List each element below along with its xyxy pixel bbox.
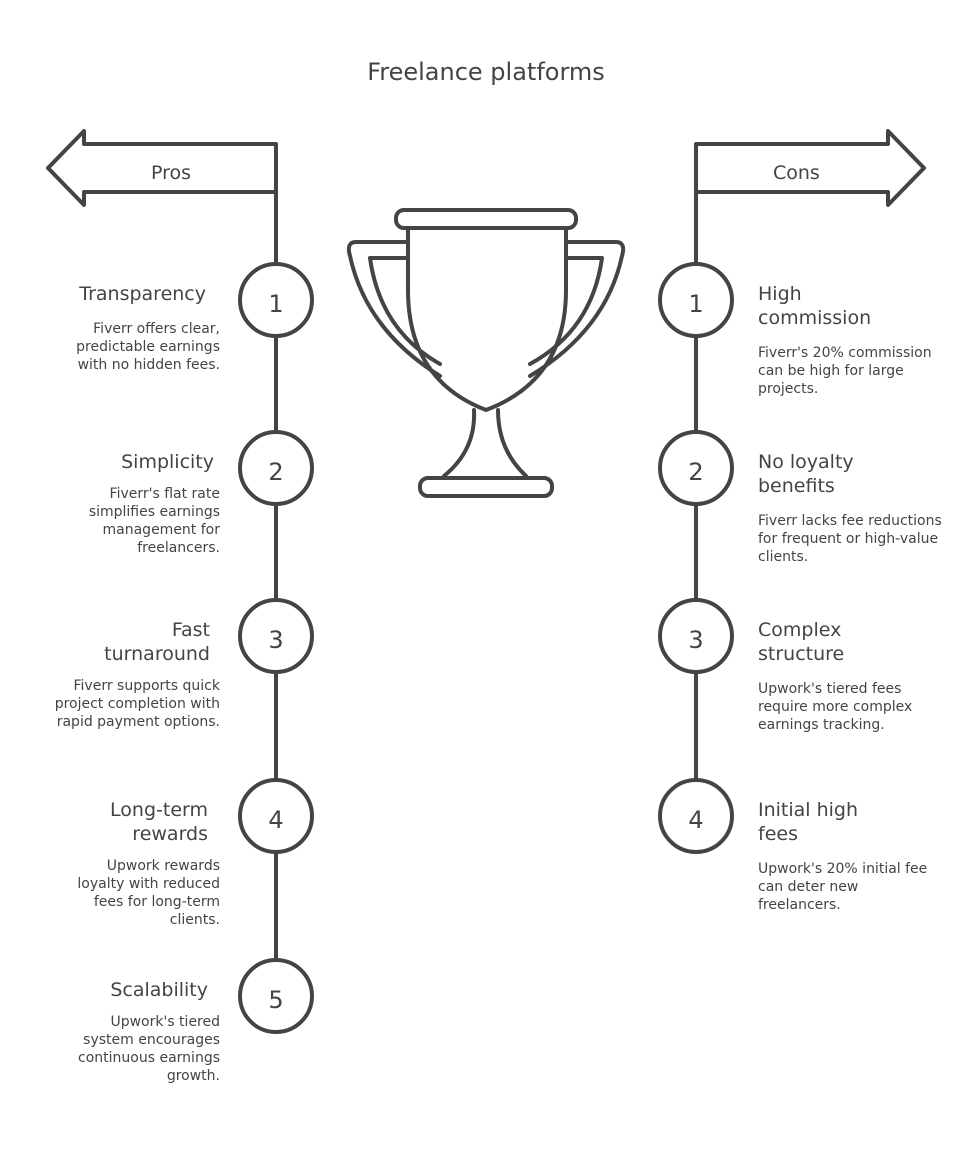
item-description: Fiverr's flat rate simplifies earnings management for freelancers.: [88, 486, 220, 556]
item-title: Long-term rewards: [110, 799, 208, 845]
page-title: Freelance platforms: [367, 58, 605, 86]
item-title: No loyalty benefits: [758, 451, 854, 497]
pros-step-number: 5: [268, 986, 284, 1014]
cons-step-number: 2: [688, 458, 704, 486]
cons-step-number: 4: [688, 806, 704, 834]
trophy-icon: [349, 210, 623, 496]
pros-step-number: 4: [268, 806, 284, 834]
pros-step-number: 3: [268, 626, 284, 654]
pros-label: Pros: [151, 162, 192, 184]
cons-step-number: 1: [688, 290, 704, 318]
item-description: Fiverr supports quick project completion with rapid payment options.: [54, 678, 220, 730]
item-description: Fiverr lacks fee reductions for frequent or high-value clients.: [758, 513, 942, 565]
item-title: High commission: [758, 283, 872, 329]
item-description: Fiverr's 20% commission can be high for large projects.: [758, 345, 932, 397]
pros-arrow: [48, 131, 276, 262]
item-description: Fiverr offers clear, predictable earnings with no hidden fees.: [76, 321, 220, 373]
item-description: Upwork rewards loyalty with reduced fees for long-term clients.: [77, 858, 220, 928]
item-description: Upwork's tiered system encourages continuous earnings growth.: [78, 1014, 220, 1084]
item-title: Initial high fees: [758, 799, 859, 845]
pros-step-number: 2: [268, 458, 284, 486]
item-title: Scalability: [110, 979, 208, 1001]
pros-step-number: 1: [268, 290, 284, 318]
cons-step-number: 3: [688, 626, 704, 654]
item-description: Upwork's tiered fees require more complex earnings tracking.: [758, 681, 913, 733]
item-title: Simplicity: [121, 451, 214, 473]
item-title: Transparency: [79, 283, 206, 305]
cons-label: Cons: [773, 162, 820, 184]
item-title: Complex structure: [758, 619, 845, 665]
item-title: Fast turnaround: [104, 619, 210, 665]
cons-arrow: [696, 131, 924, 262]
item-description: Upwork's 20% initial fee can deter new freelancers.: [758, 861, 928, 913]
